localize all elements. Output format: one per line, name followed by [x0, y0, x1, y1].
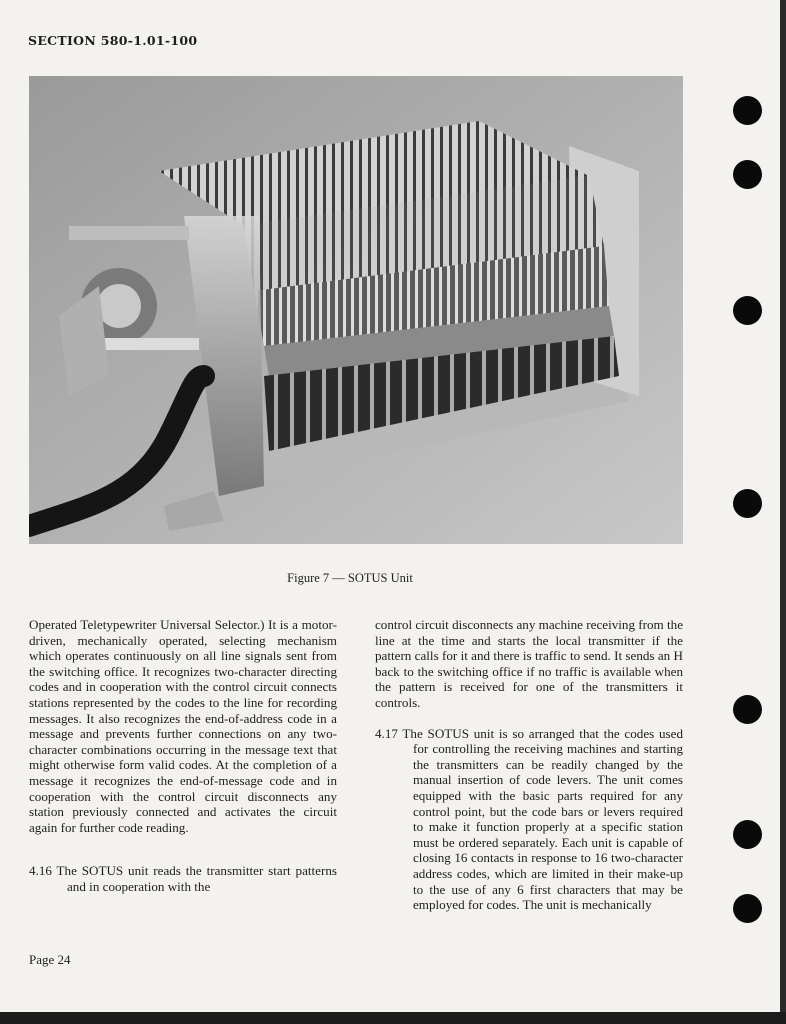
paragraph-4-16: 4.16 The SOTUS unit reads the transmitter start patterns and in cooperation with the — [29, 863, 337, 894]
paragraph: Operated Teletypewriter Universal Selector.) It is a motor-driven, mechanically operated, selecting mechanism which operates continuously on all line signals sent from the switching office. It recognizes two-character directing codes and in cooperation with the control circuit connects stations represented by the codes to the line for recording messages. It also recognizes the end-of-address code in a message and prevents further connections on any two-character combinations occurring in the message text that might otherwise form valid codes. At the completion of a message it recognizes the end-of-message code and in cooperation with the control circuit disconnects any station previously connected and activates the circuit again for further code reading. — [29, 617, 337, 835]
binder-hole — [733, 489, 762, 518]
binder-hole — [733, 296, 762, 325]
binder-hole — [733, 695, 762, 724]
binder-hole — [733, 820, 762, 849]
binder-hole — [733, 894, 762, 923]
bottom-edge-shadow — [0, 1012, 786, 1024]
page-edge-shadow — [780, 0, 786, 1024]
page-number: Page 24 — [29, 952, 71, 967]
figure-photo-sotus-unit — [29, 76, 683, 544]
text-column-left — [29, 617, 337, 895]
figure-caption: Figure 7 — SOTUS Unit — [287, 571, 413, 585]
binder-hole — [733, 160, 762, 189]
paragraph: control circuit disconnects any machine receiving from the line at the time and starts the local transmitter if the pattern calls for it and there is traffic to send. It sends an H back to the switching office if no traffic is available when the pattern is received for one of the transmitters it controls. — [375, 617, 683, 710]
binder-hole — [733, 96, 762, 125]
paragraph-4-17: 4.17 The SOTUS unit is so arranged that the codes used for controlling the receiving machines and starting the transmitters can be readily changed by the manual insertion of code levers. The unit comes equipped with the basic parts required for any control point, but the code bars or levers required to make it function properly at a specific station must be ordered separately. Each unit is capable of closing 16 contacts in response to 16 two-character address codes, which are limited in their make-up to the use of any 6 first characters that may be employed for codes. The unit is mechanically — [375, 725, 683, 913]
section-header: SECTION 580-1.01-100 — [28, 33, 198, 48]
text-column-right — [375, 617, 683, 913]
